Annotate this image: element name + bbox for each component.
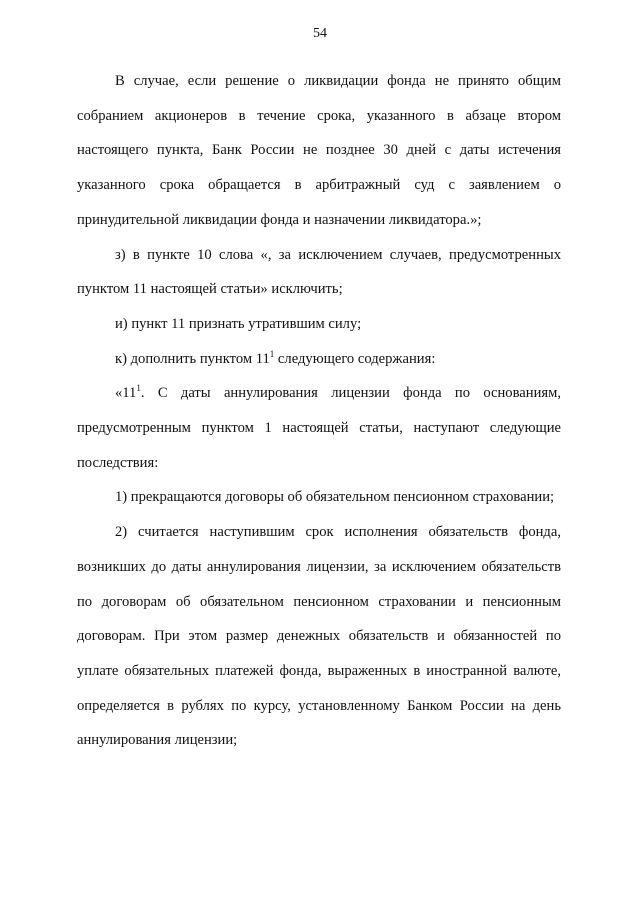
item-k-text-before: к) дополнить пунктом 11	[115, 350, 270, 367]
document-body	[77, 64, 561, 758]
paragraph-point-11-1	[77, 376, 561, 480]
paragraph-liquidation-court: В случае, если решение о ликвидации фонда не принято общим собранием акционеров в течение срока, указанного в абзаце втором настоящего пункта, Банк России не позднее 30 дней с даты истечения указанного срока обращается в арбитражный суд с заявлением о принудительной ликвидации фонда и назначении ликвидатора.»;	[77, 73, 561, 228]
point-11-1-text-after: . С даты аннулирования лицензии фонда по основаниям, предусмотренным пунктом 1 настоящей статьи, наступают следующие последствия:	[77, 385, 561, 471]
point-11-1-superscript: 1	[136, 383, 141, 394]
point-11-1-text-before: «11	[115, 385, 137, 402]
item-k-superscript: 1	[269, 348, 275, 359]
paragraph-item-z: з) в пункте 10 слова «, за исключением случаев, предусмотренных пунктом 11 настоящей статьи» исключить;	[77, 246, 561, 298]
paragraph-consequence-2: 2) считается наступившим срок исполнения обязательств фонда, возникших до даты аннулирования лицензии, за исключением обязательств по договорам об обязательном пенсионном страховании и пенсионным договорам. При этом размер денежных обязательств и обязанностей по уплате обязательных платежей фонда, выраженных в иностранной валюте, определяется в рублях по курсу, установленному Банком России на день аннулирования лицензии;	[77, 524, 561, 749]
paragraph-consequence-1: 1) прекращаются договоры об обязательном пенсионном страховании;	[115, 489, 555, 506]
paragraph-item-i: и) пункт 11 признать утратившим силу;	[115, 315, 362, 332]
page-number: 54	[313, 26, 327, 41]
item-k-text-after: следующего содержания:	[274, 350, 436, 367]
paragraph-item-k	[77, 342, 561, 377]
